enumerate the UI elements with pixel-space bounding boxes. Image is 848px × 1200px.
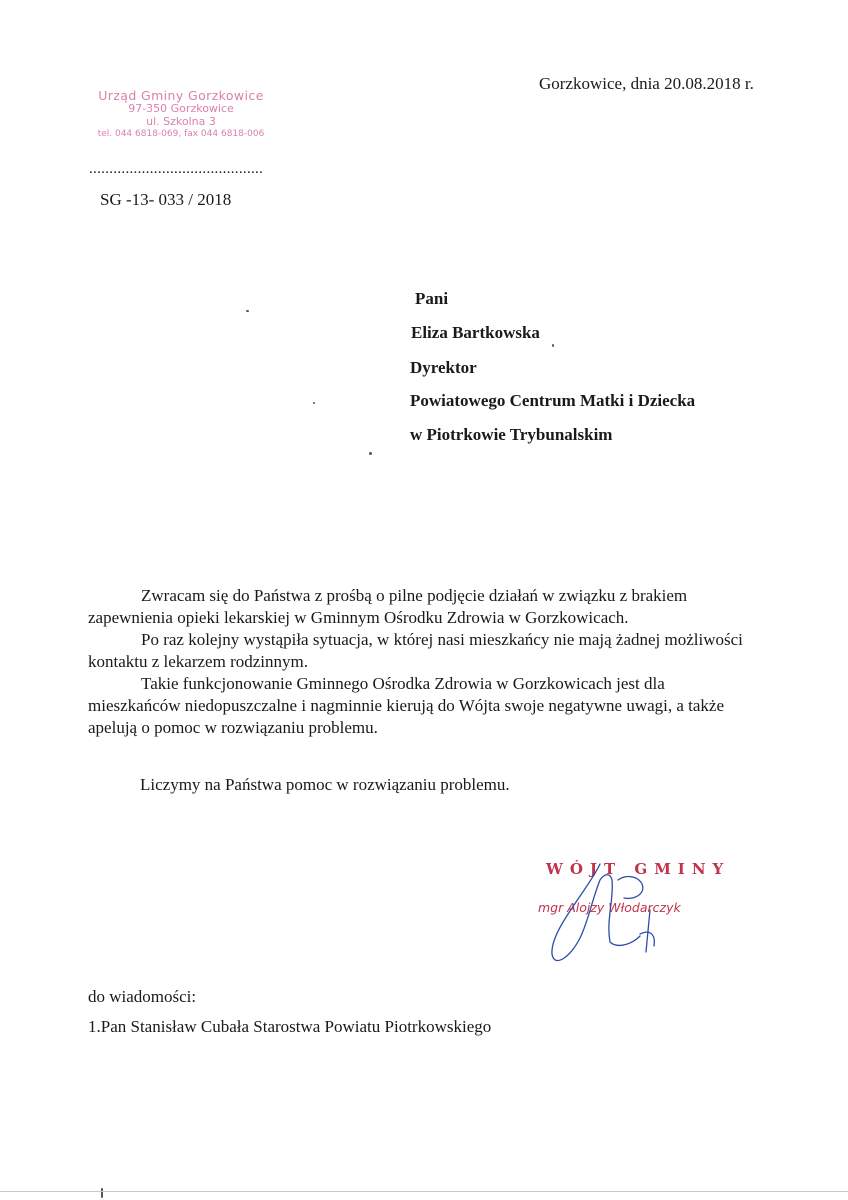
handwritten-signature — [530, 850, 720, 970]
addressee-salutation: Pani — [415, 289, 449, 308]
notice-recipient: 1.Pan Stanisław Cubała Starostwa Powiatu Piotrkowskiego — [88, 1017, 492, 1036]
letter-body — [88, 585, 758, 739]
body-paragraph-1: Zwracam się do Państwa z prośbą o pilne podjęcie działań w związku z brakiem zapewnienia opieki lekarskiej w Gminnym Ośrodku Zdrowia w Gorzkowicach. — [88, 586, 688, 627]
signature-stamp-title: WÓJT GMINY — [546, 860, 731, 878]
reference-number: SG -13- 033 / 2018 — [100, 190, 232, 209]
signature-stamp-name: mgr Alojzy Włodarczyk — [538, 900, 681, 915]
stamp-phone-fax: tel. 044 6818-069, fax 044 6818-006 — [97, 129, 265, 139]
place-and-date: Gorzkowice, dnia 20.08.2018 r. — [539, 74, 754, 93]
addressee-name: Eliza Bartkowska — [411, 323, 540, 342]
dotted-signature-line: ........................................... — [89, 161, 264, 177]
stamp-postal-code: 97-350 Gorzkowice — [128, 102, 234, 115]
addressee-institution: Powiatowego Centrum Matki i Dziecka — [410, 391, 696, 410]
scan-speck — [101, 1188, 103, 1198]
body-paragraph-2: Po raz kolejny wystąpiła sytuacja, w której nasi mieszkańcy nie mają żadnej możliwości kontaktu z lekarzem rodzinnym. — [88, 630, 743, 671]
body-paragraph-3: Takie funkcjonowanie Gminnego Ośrodka Zdrowia w Gorzkowicach jest dla mieszkańców niedopuszczalne i nagminnie kierują do Wójta swoje negatywne uwagi, a także apelują o pomoc w rozwiązaniu problemu. — [88, 674, 725, 737]
stamp-office-name: Urząd Gminy Gorzkowice — [98, 88, 264, 103]
closing-sentence: Liczymy na Państwa pomoc w rozwiązaniu problemu. — [140, 775, 510, 794]
addressee-title: Dyrektor — [410, 358, 477, 377]
scan-speck — [552, 344, 554, 347]
scan-speck — [313, 402, 315, 404]
signature-block — [530, 850, 731, 970]
scan-speck — [369, 452, 372, 455]
scan-speck — [246, 310, 249, 312]
stamp-street: ul. Szkolna 3 — [146, 115, 216, 128]
office-stamp — [86, 89, 276, 141]
scan-edge-line — [0, 1191, 848, 1192]
addressee-city: w Piotrkowie Trybunalskim — [410, 425, 613, 444]
notice-label: do wiadomości: — [88, 987, 197, 1006]
